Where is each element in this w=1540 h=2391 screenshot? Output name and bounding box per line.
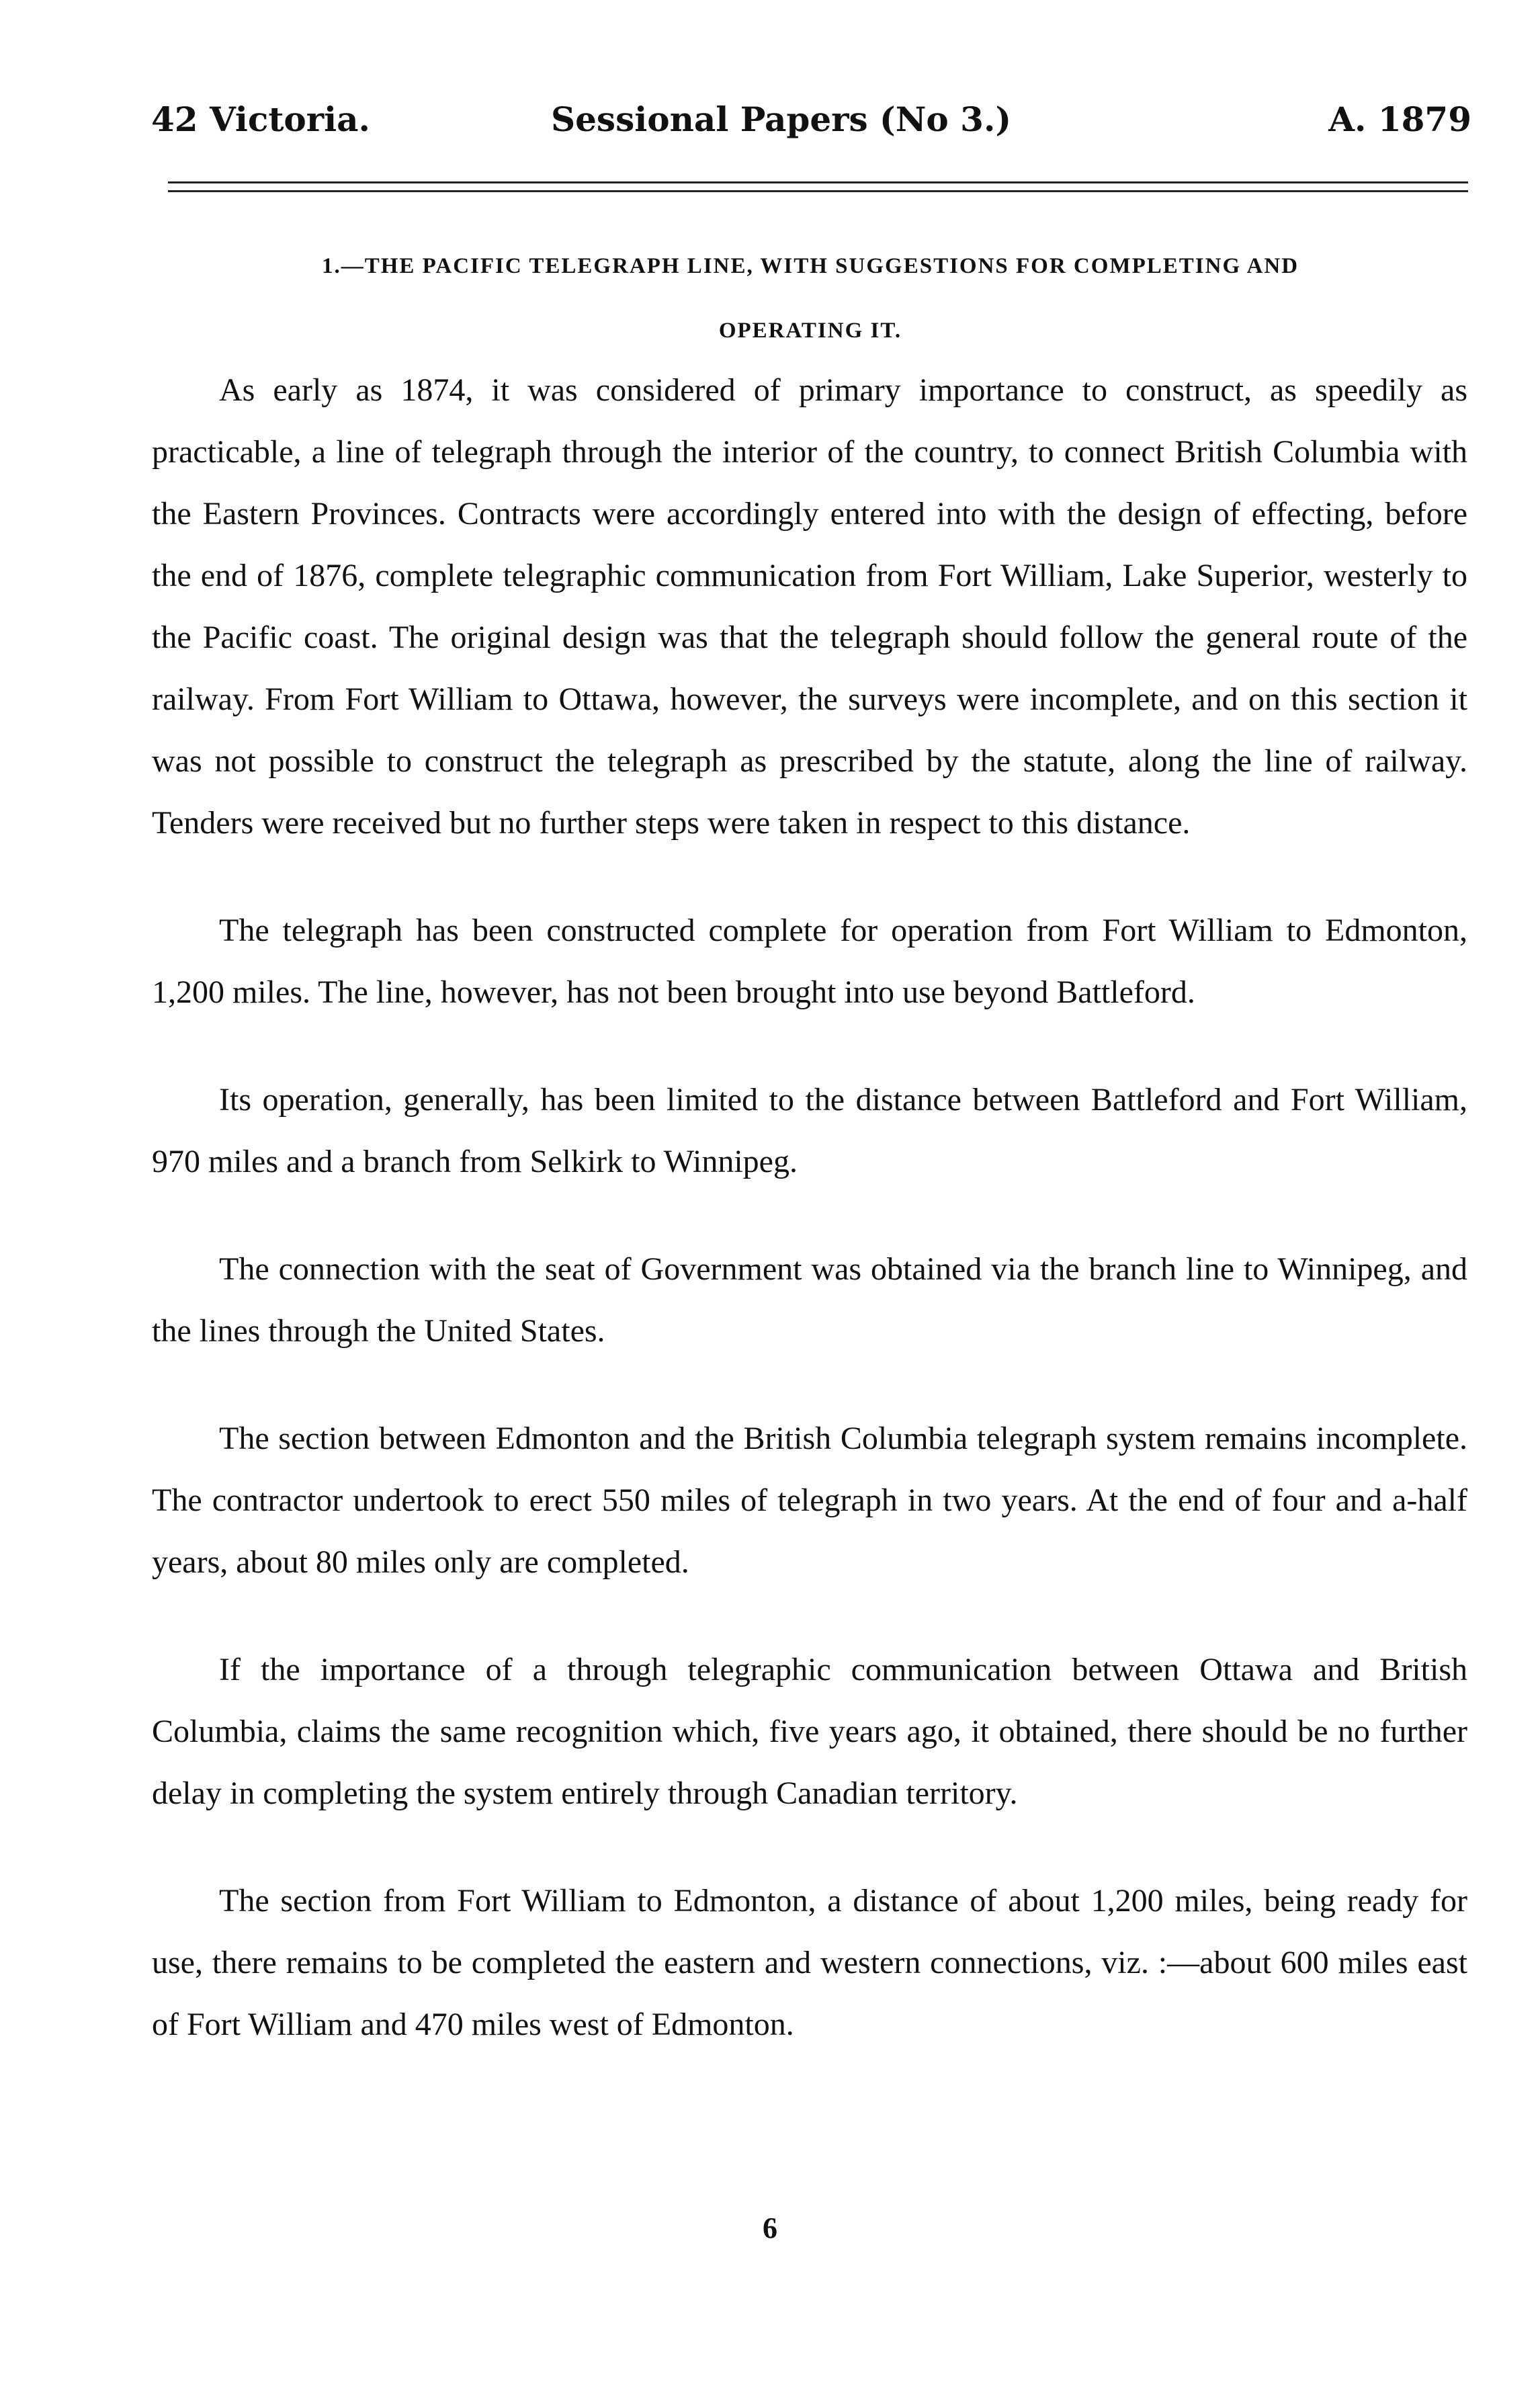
header-rule-bottom [168,190,1468,192]
paragraph: The telegraph has been constructed complete for operation from Fort William to Edmonton, 1,200 miles. The line, however, has not been brought into use beyond Battleford. [152,913,1467,1010]
page-number: 6 [763,2212,777,2245]
header-rule-top [168,181,1468,183]
section-title-line-2: OPERATING IT. [718,319,902,343]
header-volume: 42 Victoria. [151,99,370,139]
paragraph: Its operation, generally, has been limited to the distance between Battleford and Fort William, 970 miles and a branch from Selkirk to Winnipeg. [152,1082,1467,1179]
paragraph: If the importance of a through telegraphic communication between Ottawa and British Columbia, claims the same recognition which, five years ago, it obtained, there should be no further delay in completing the system entirely through Canadian territory. [152,1652,1467,1811]
header-year: A. 1879 [1328,99,1471,139]
section-title [152,234,1469,363]
body-text [152,360,1467,2101]
paragraph: The connection with the seat of Government was obtained via the branch line to Winnipeg, and the lines through the United States. [152,1251,1467,1349]
section-title-line-1: 1.—THE PACIFIC TELEGRAPH LINE, WITH SUGGESTIONS FOR COMPLETING AND [321,254,1299,278]
paragraph: The section from Fort William to Edmonton, a distance of about 1,200 miles, being ready for use, there remains to be completed the eastern and western connections, viz. :—about 600 miles east of Fort William and 470 miles west of Edmonton. [152,1883,1467,2042]
paragraph: The section between Edmonton and the British Columbia telegraph system remains incomplete. The contractor undertook to erect 550 miles of telegraph in two years. At the end of four and a-half years, about 80 miles only are completed. [152,1421,1467,1580]
paragraph: As early as 1874, it was considered of primary importance to construct, as speedily as practicable, a line of telegraph through the interior of the country, to connect British Columbia with the Eastern Provinces. Contracts were accordingly entered into with the design of effecting, before the end of 1876, complete telegraphic communication from Fort William, Lake Superior, westerly to the Pacific coast. The original design was that the telegraph should follow the general route of the railway. From Fort William to Ottawa, however, the surveys were incomplete, and on this section it was not possible to construct the telegraph as prescribed by the statute, along the line of railway. Tenders were received but no further steps were taken in respect to this distance. [152,372,1467,841]
running-head [151,99,1471,146]
header-sessional-papers: Sessional Papers (No 3.) [551,99,1012,139]
